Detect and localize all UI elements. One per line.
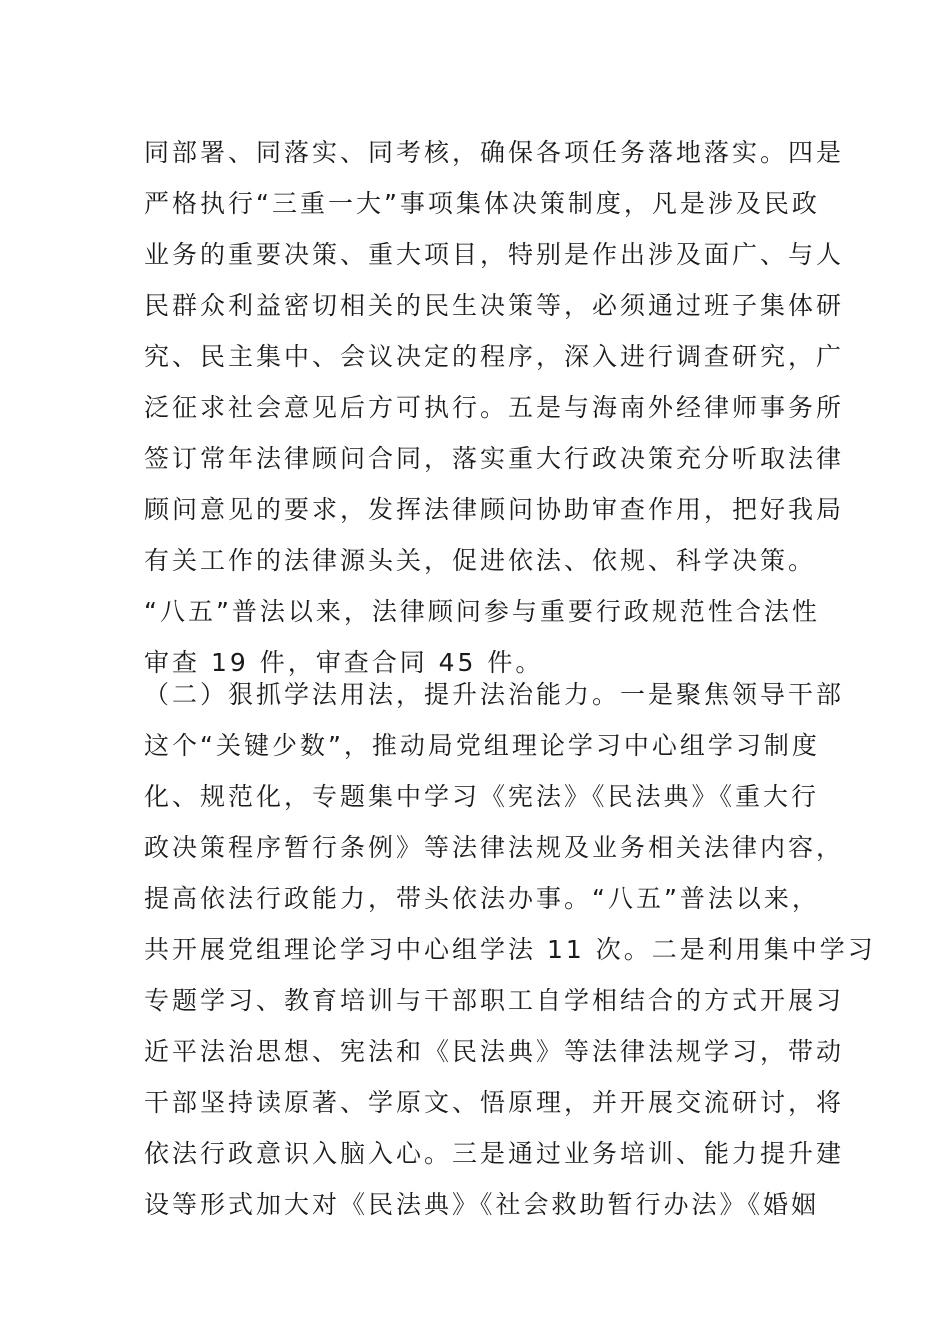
paragraph-1-line: 泛征求社会意见后方可执行。五是与海南外经律师事务所 [144,393,845,422]
paragraph-1-line: 业务的重要决策、重大项目，特别是作出涉及面广、与人 [144,240,845,269]
paragraph-2-line: 共开展党组理论学习中心组学法 11 次。二是利用集中学习 [144,935,876,964]
paragraph-2-line: （二）狠抓学法用法，提升法治能力。一是聚焦领导干部 [144,680,845,709]
paragraph-2-line: 提高依法行政能力，带头依法办事。“八五”普法以来， [144,884,820,913]
paragraph-1-line: “八五”普法以来，法律顾问参与重要行政规范性合法性 [144,597,820,626]
paragraph-2-line: 这个“关键少数”，推动局党组理论学习中心组学习制度 [144,731,820,760]
paragraph-1-line: 究、民主集中、会议决定的程序，深入进行调查研究，广 [144,342,845,371]
paragraph-1-line: 同部署、同落实、同考核，确保各项任务落地落实。四是 [144,138,845,167]
paragraph-1-line: 民群众利益密切相关的民生决策等，必须通过班子集体研 [144,291,845,320]
paragraph-1-line: 审查 19 件，审查合同 45 件。 [144,648,544,677]
paragraph-2-line: 专题学习、教育培训与干部职工自学相结合的方式开展习 [144,986,845,1015]
paragraph-2 [144,669,876,1230]
paragraph-1-line: 顾问意见的要求，发挥法律顾问协助审查作用，把好我局 [144,495,845,524]
paragraph-2-line: 干部坚持读原著、学原文、悟原理，并开展交流研讨，将 [144,1088,845,1117]
paragraph-2-line: 设等形式加大对《民法典》《社会救助暂行办法》《婚姻 [144,1190,820,1219]
paragraph-2-line: 化、规范化，专题集中学习《宪法》《民法典》《重大行 [144,782,820,811]
paragraph-2-line: 近平法治思想、宪法和《民法典》等法律法规学习，带动 [144,1037,845,1066]
paragraph-2-line: 政决策程序暂行条例》等法律法规及业务相关法律内容， [144,833,845,862]
paragraph-1-line: 签订常年法律顾问合同，落实重大行政决策充分听取法律 [144,444,845,473]
paragraph-1 [144,127,845,688]
paragraph-1-line: 有关工作的法律源头关，促进依法、依规、科学决策。 [144,546,817,575]
paragraph-1-line: 严格执行“三重一大”事项集体决策制度，凡是涉及民政 [144,189,820,218]
paragraph-2-line: 依法行政意识入脑入心。三是通过业务培训、能力提升建 [144,1139,845,1168]
